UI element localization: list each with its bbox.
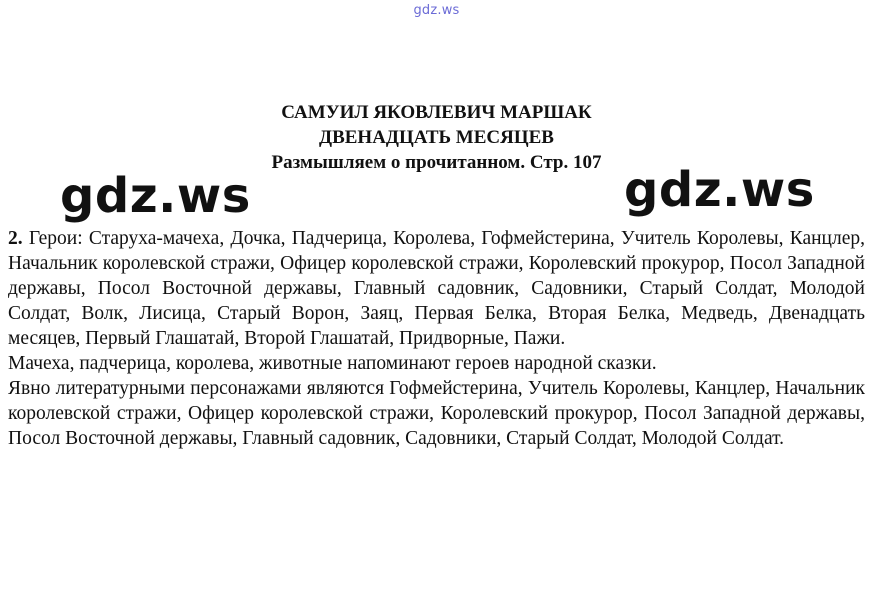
question-number: 2. bbox=[8, 228, 23, 249]
heroes-list: Герои: Старуха-мачеха, Дочка, Падчерица, Королева, Гофмейстерина, Учитель Королевы, Канцлер, Начальник королевской стражи, Офицер королевской стражи, Королевский прокурор, Посол Западной державы, Посол Восточной державы, Главный садовник, Садовники, Старый Солдат, Молодой Солдат, Волк, Лисица, Старый Ворон, Заяц, Первая Белка, Вторая Белка, Медведь, Двенадцать месяцев, Первый Глашатай, Второй Глашатай, Придворные, Пажи. bbox=[8, 228, 865, 349]
literary-paragraph: Явно литературными персонажами являются Гофмейстерина, Учитель Королевы, Канцлер, Начальник королевской стражи, Офицер королевской стражи, Королевский прокурор, Посол Западной державы, Посол Восточной державы, Главный садовник, Садовники, Старый Солдат, Молодой Солдат. bbox=[8, 378, 865, 449]
author-name: САМУИЛ ЯКОВЛЕВИЧ МАРШАК bbox=[281, 102, 592, 123]
heroes-paragraph bbox=[8, 226, 865, 351]
work-title: ДВЕНАДЦАТЬ МЕСЯЦЕВ bbox=[319, 127, 554, 148]
site-watermark-top: gdz.ws bbox=[413, 3, 460, 18]
folk-paragraph: Мачеха, падчерица, королева, животные напоминают героев народной сказки. bbox=[8, 353, 657, 374]
site-watermark-left: gdz.ws bbox=[60, 168, 251, 224]
answer-body bbox=[8, 226, 865, 451]
section-subtitle: Размышляем о прочитанном. Стр. 107 bbox=[271, 152, 602, 173]
site-watermark-right: gdz.ws bbox=[624, 162, 815, 218]
